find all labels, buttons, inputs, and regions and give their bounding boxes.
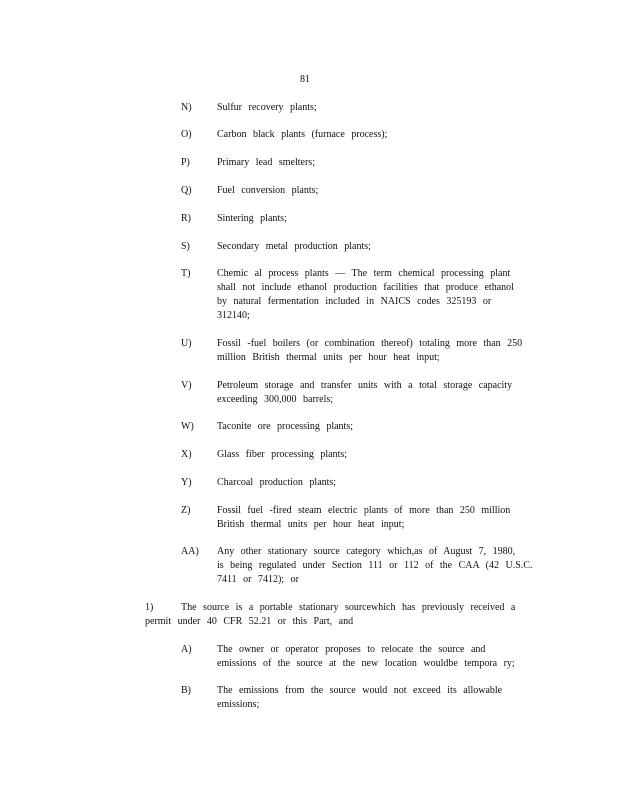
- item-label: V): [181, 380, 192, 391]
- item-line: Fossil fuel -fired steam electric plants of more than 250 million: [217, 505, 511, 516]
- item-text: [217, 684, 535, 712]
- item-text: [217, 504, 535, 532]
- paragraph-label: 1): [145, 602, 154, 613]
- item-label: A): [181, 644, 192, 655]
- item-label: X): [181, 449, 192, 460]
- item-line: emissions;: [217, 699, 260, 710]
- item-line: Taconite ore processing plants;: [217, 421, 353, 432]
- item-line: million British thermal units per hour heat input;: [217, 352, 440, 363]
- item-line: Fuel conversion plants;: [217, 185, 319, 196]
- item-line: Secondary metal production plants;: [217, 241, 371, 252]
- item-text: [217, 643, 535, 671]
- item-line: Chemic al process plants — The term chemical processing plant: [217, 268, 511, 279]
- item-line: Carbon black plants (furnace process);: [217, 129, 388, 140]
- item-line: Fossil -fuel boilers (or combination thereof) totaling more than 250: [217, 338, 523, 349]
- item-line: British thermal units per hour heat input;: [217, 519, 405, 530]
- item-line: 7411 or 7412); or: [217, 574, 299, 585]
- item-text: [217, 101, 535, 115]
- item-line: emissions of the source at the new location wouldbe tempora ry;: [217, 658, 515, 669]
- item-text: [217, 448, 535, 462]
- item-label: Z): [181, 505, 191, 516]
- item-text: [217, 240, 535, 254]
- item-line: Primary lead smelters;: [217, 157, 315, 168]
- item-label: U): [181, 338, 192, 349]
- item-label: P): [181, 157, 190, 168]
- item-label: B): [181, 685, 191, 696]
- item-text: [217, 420, 535, 434]
- item-text: [217, 379, 535, 407]
- item-text: [217, 267, 535, 323]
- item-line: The owner or operator proposes to relocate the source and: [217, 644, 486, 655]
- paragraph-text: [145, 601, 539, 629]
- item-text: [217, 184, 535, 198]
- item-line: Petroleum storage and transfer units with a total storage capacity: [217, 380, 513, 391]
- item-label: AA): [181, 546, 199, 557]
- item-text: [217, 337, 535, 365]
- paragraph-line: The source is a portable stationary sourcewhich has previously received a: [181, 602, 516, 613]
- item-text: [217, 156, 535, 170]
- item-label: W): [181, 421, 194, 432]
- item-line: is being regulated under Section 111 or 112 of the CAA (42 U.S.C.: [217, 560, 533, 571]
- item-line: shall not include ethanol production facilities that produce ethanol: [217, 282, 514, 293]
- item-line: 312140;: [217, 310, 250, 321]
- item-text: [217, 476, 535, 490]
- item-label: N): [181, 102, 192, 113]
- item-label: Q): [181, 185, 192, 196]
- item-label: O): [181, 129, 192, 140]
- item-line: The emissions from the source would not exceed its allowable: [217, 685, 503, 696]
- item-line: Sintering plants;: [217, 213, 287, 224]
- item-label: R): [181, 213, 191, 224]
- item-text: [217, 128, 535, 142]
- item-line: by natural fermentation included in NAICS codes 325193 or: [217, 296, 492, 307]
- item-label: Y): [181, 477, 192, 488]
- item-label: T): [181, 268, 191, 279]
- item-text: [217, 545, 535, 587]
- item-line: Any other stationary source category which,as of August 7, 1980,: [217, 546, 516, 557]
- item-line: exceeding 300,000 barrels;: [217, 394, 334, 405]
- item-line: Glass fiber processing plants;: [217, 449, 348, 460]
- item-label: S): [181, 241, 190, 252]
- item-line: Charcoal production plants;: [217, 477, 337, 488]
- item-line: Sulfur recovery plants;: [217, 102, 317, 113]
- paragraph-line: permit under 40 CFR 52.21 or this Part, and: [145, 616, 354, 627]
- item-text: [217, 212, 535, 226]
- page-number: 81: [300, 74, 310, 85]
